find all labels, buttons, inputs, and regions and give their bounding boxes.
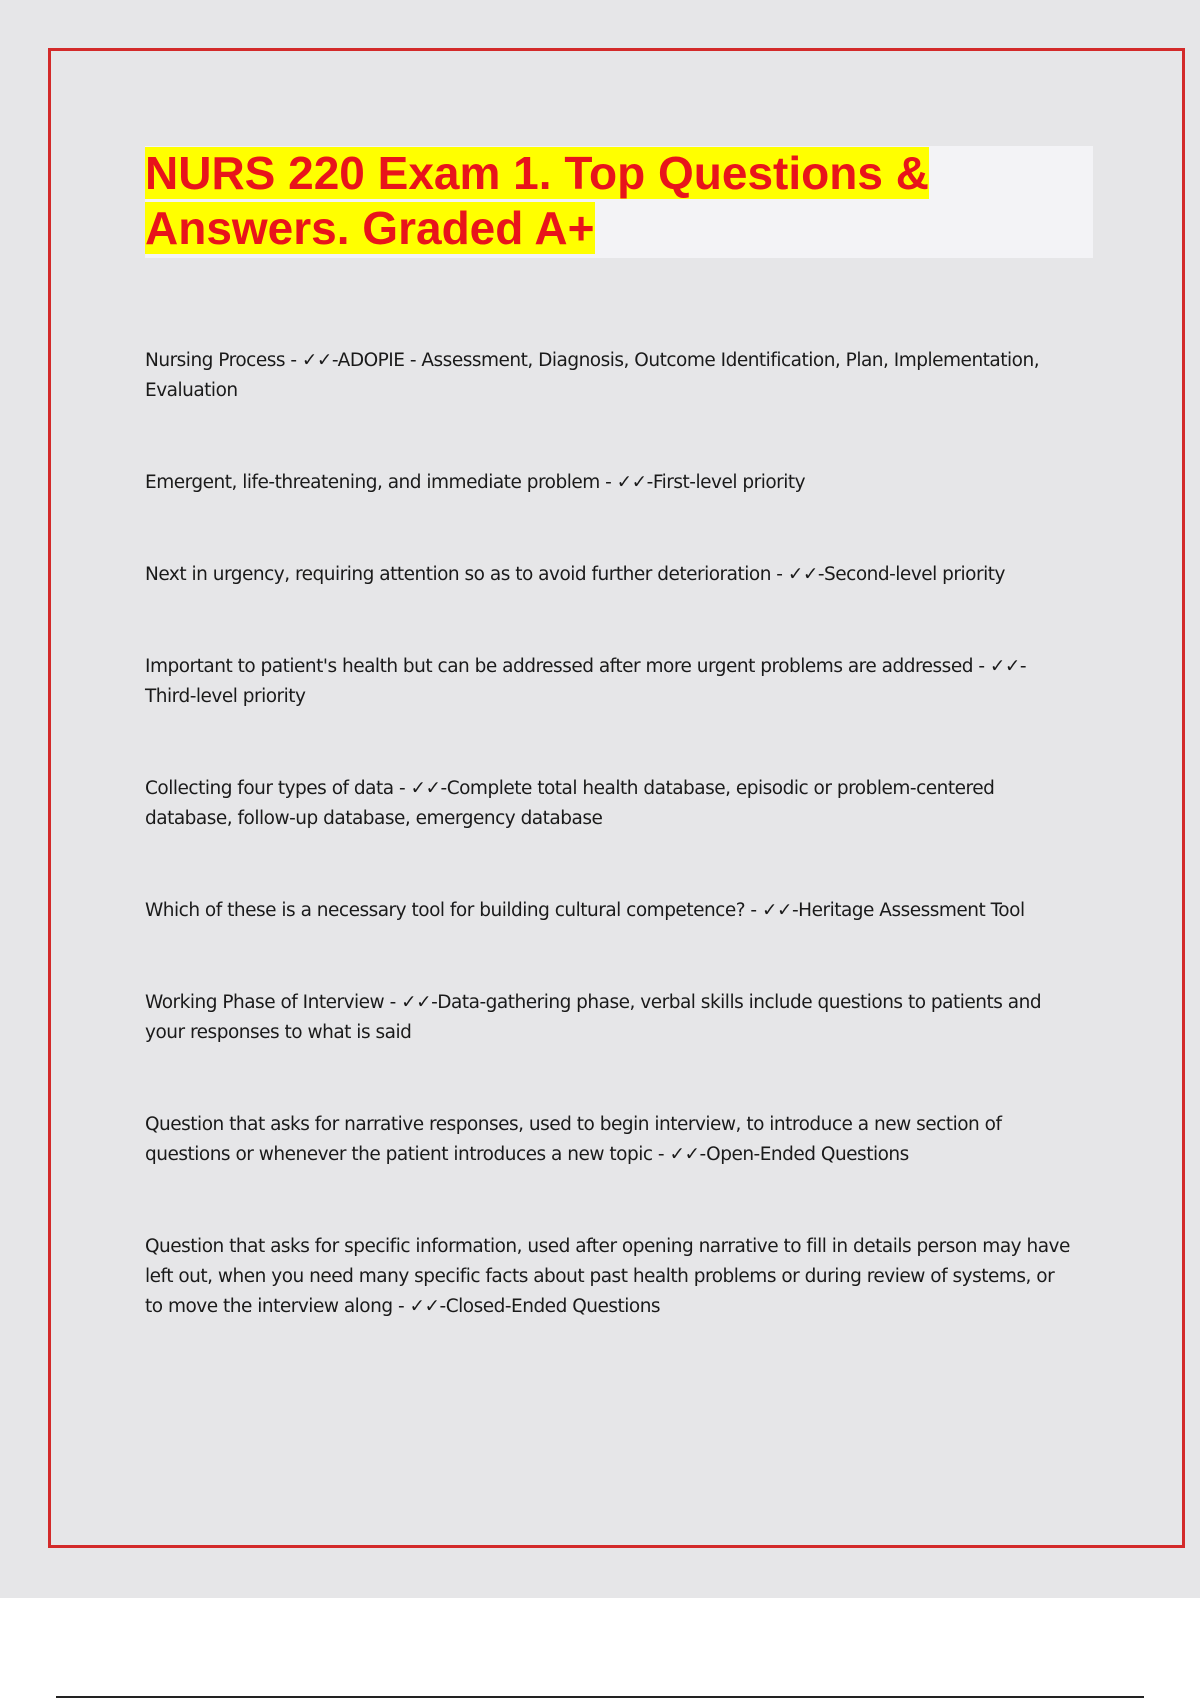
qa-item: Which of these is a necessary tool for building cultural competence? - ✓✓-Heritage Assessment Tool — [145, 900, 1025, 921]
qa-item: Nursing Process - ✓✓-ADOPIE - Assessment, Diagnosis, Outcome Identification, Plan, Implementation, Evaluation — [145, 350, 1040, 401]
qa-item: Collecting four types of data - ✓✓-Complete total health database, episodic or problem-centered database, follow-up database, emergency database — [145, 778, 995, 829]
qa-item: Important to patient's health but can be addressed after more urgent problems are addressed - ✓✓-Third-level priority — [145, 656, 1027, 707]
qa-item: Working Phase of Interview - ✓✓-Data-gathering phase, verbal skills include questions to patients and your responses to what is said — [145, 992, 1042, 1043]
qa-item: Question that asks for narrative responses, used to begin interview, to introduce a new section of questions or whenever the patient introduces a new topic - ✓✓-Open-Ended Questions — [145, 1114, 1002, 1165]
title-highlight: NURS 220 Exam 1. Top Questions & Answers. Graded A+ — [145, 147, 929, 254]
qa-item: Emergent, life-threatening, and immediate problem - ✓✓-First-level priority — [145, 472, 806, 493]
qa-item: Question that asks for specific information, used after opening narrative to fill in details person may have left out, when you need many specific facts about past health problems or during review of systems, or to move the interview along - ✓✓-Closed-Ended Questions — [145, 1236, 1070, 1317]
qa-list — [145, 346, 1075, 1384]
document-title — [145, 146, 1085, 256]
next-page-rule — [56, 1696, 1144, 1698]
qa-item: Next in urgency, requiring attention so as to avoid further deterioration - ✓✓-Second-level priority — [145, 564, 1005, 585]
